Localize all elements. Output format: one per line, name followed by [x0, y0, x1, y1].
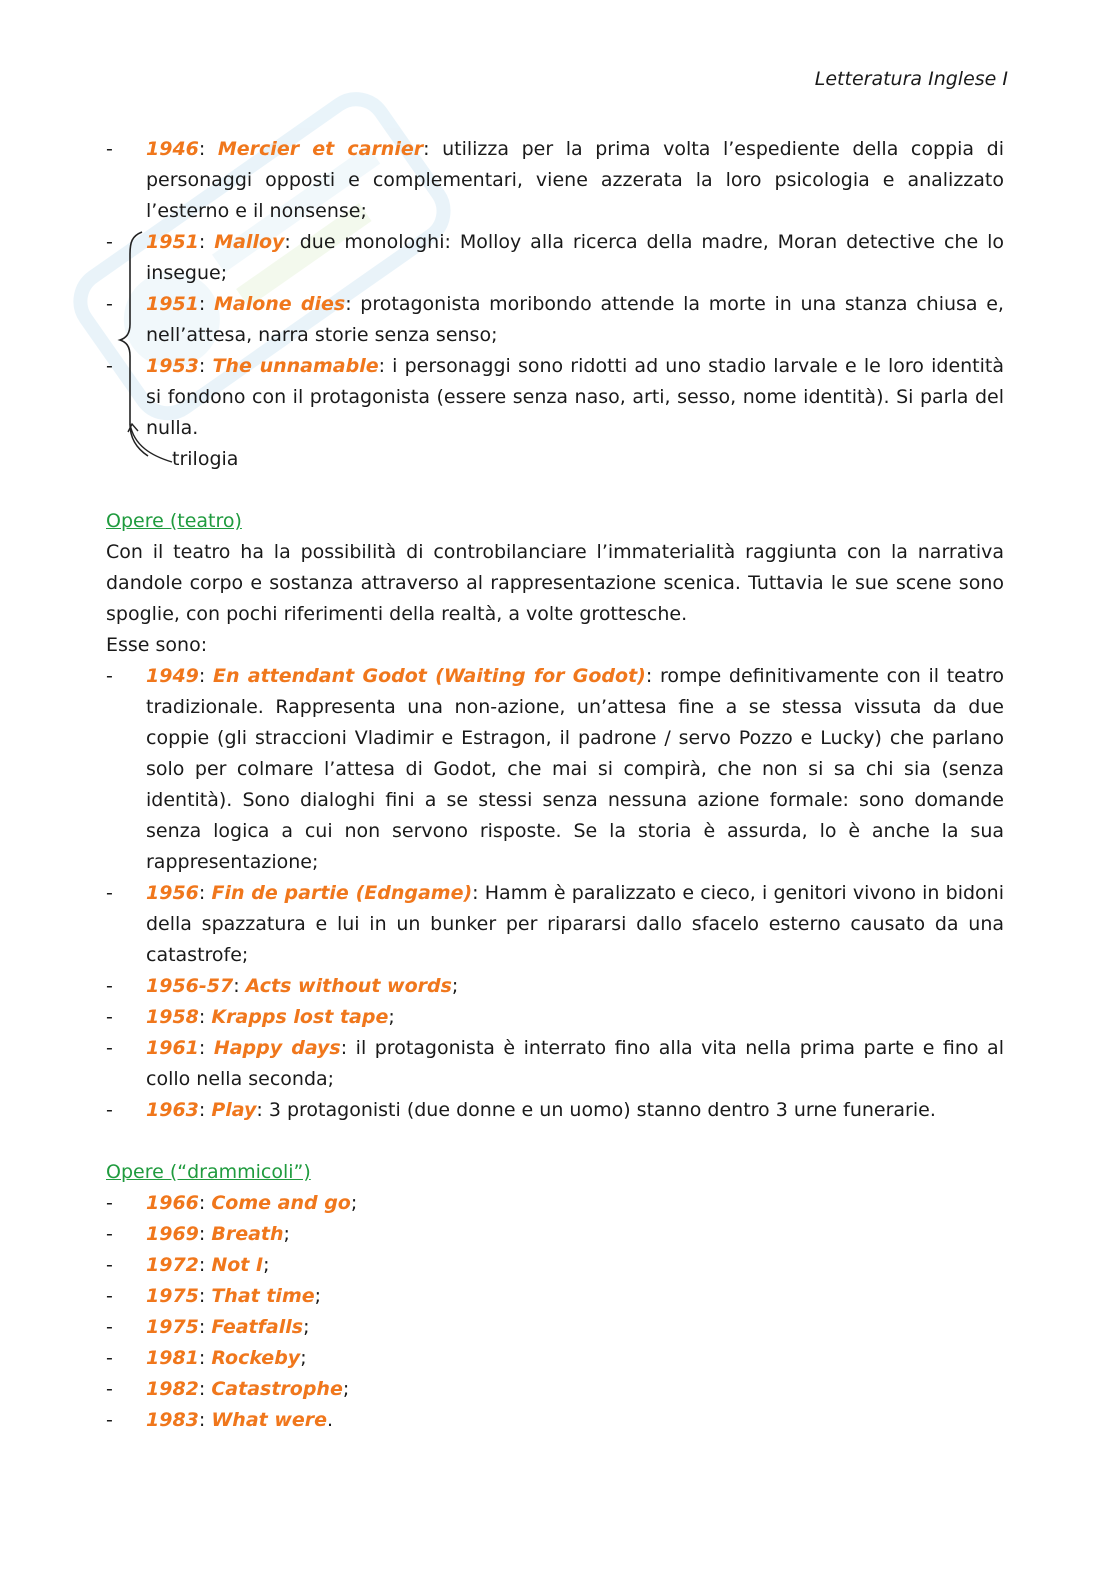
list-item: - 1975: Featfalls; — [106, 1316, 310, 1338]
list-item: - 1949: En attendant Godot (Waiting for Godot): rompe definitivamente con il teatro tradizionale. Rappresenta una non-azione, un’attesa fine a se stessa vissuta da due coppie (gli straccioni Vladimir e Estragon, il padrone / servo Pozzo e Lucky) che parlano solo per colmare l’attesa di Godot, che mai si compirà, che non si sa chi sia (senza identità). Sono dialoghi fini a se stessi senza nessuna azione formale: sono domande senza logica a cui non servono risposte. Se la storia è assurda, lo è anche la sua rappresentazione; — [106, 665, 1004, 873]
trilogy-label: trilogia — [172, 448, 239, 470]
item-year: 1958 — [146, 1006, 199, 1028]
list-item: - 1981: Rockeby; — [106, 1347, 307, 1369]
short-plays-list — [106, 1188, 1004, 1436]
item-title: Rockeby — [211, 1347, 301, 1369]
theatre-lead: Esse sono: — [106, 634, 208, 656]
item-year: 1966 — [146, 1192, 199, 1214]
list-item: - 1972: Not I; — [106, 1254, 270, 1276]
item-text: ; — [350, 1192, 358, 1214]
list-item: - 1951: Malloy: due monologhi: Molloy alla ricerca della madre, Moran detective che lo insegue; — [106, 231, 1004, 284]
item-year: 1975 — [146, 1285, 199, 1307]
item-text: : il protagonista è interrato fino alla vita nella prima parte e fino al collo nella seconda; — [146, 1037, 1004, 1090]
list-item: - 1956-57: Acts without words; — [106, 975, 459, 997]
item-text: ; — [451, 975, 459, 997]
list-item: - 1946: Mercier et carnier: utilizza per la prima volta l’espediente della coppia di personaggi opposti e complementari, viene azzerata la loro psicologia e analizzato l’esterno e il nonsense; — [106, 138, 1004, 222]
item-year: 1951 — [146, 231, 199, 253]
item-year: 1956 — [146, 882, 199, 904]
list-item: - 1982: Catastrophe; — [106, 1378, 350, 1400]
item-title: Krapps lost tape — [211, 1006, 389, 1028]
item-text: ; — [283, 1223, 290, 1245]
list-item: - 1969: Breath; — [106, 1223, 290, 1245]
item-text: ; — [303, 1316, 310, 1338]
item-text: : 3 protagonisti (due donne e un uomo) stanno dentro 3 urne funerarie. — [256, 1099, 936, 1121]
item-text: : i personaggi sono ridotti ad uno stadio larvale e le loro identità si fondono con il protagonista (essere senza naso, arti, sesso, nome identità). Si parla del nulla. — [146, 355, 1004, 439]
item-text: : rompe definitivamente con il teatro tradizionale. Rappresenta una non-azione, un’attesa fine a se stessa vissuta da due coppie (gli straccioni Vladimir e Estragon, il padrone / servo Pozzo e Lucky) che parlano solo per colmare l’attesa di Godot, che mai si compirà, che non si sa chi sia (senza identità). Sono dialoghi fini a se stessi senza nessuna azione formale: sono domande senza logica a cui non servono risposte. Se la storia è assurda, lo è anche la sua rappresentazione; — [146, 665, 1004, 873]
item-title: Play — [211, 1099, 257, 1121]
item-text: ; — [342, 1378, 350, 1400]
item-year: 1981 — [146, 1347, 199, 1369]
item-title: Featfalls — [211, 1316, 304, 1338]
item-text: . — [327, 1409, 334, 1431]
item-title: Malloy — [214, 231, 285, 253]
list-item: - 1961: Happy days: il protagonista è interrato fino alla vita nella prima parte e fino al collo nella seconda; — [106, 1037, 1004, 1090]
narrative-list — [106, 134, 1004, 475]
item-title: Happy days — [213, 1037, 341, 1059]
item-text: : protagonista moribondo attende la morte in una stanza chiusa e, nell’attesa, narra storie senza senso; — [146, 293, 1004, 346]
item-year: 1983 — [146, 1409, 199, 1431]
list-item: - 1966: Come and go; — [106, 1192, 358, 1214]
item-text: ; — [388, 1006, 395, 1028]
item-title: Come and go — [211, 1192, 351, 1214]
item-title: That time — [211, 1285, 315, 1307]
item-title: En attendant Godot (Waiting for Godot) — [213, 665, 646, 687]
item-year: 1975 — [146, 1316, 199, 1338]
list-item: - 1963: Play: 3 protagonisti (due donne e un uomo) stanno dentro 3 urne funerarie. — [106, 1099, 936, 1121]
item-title: Fin de partie (Edngame) — [211, 882, 473, 904]
item-year: 1961 — [146, 1037, 199, 1059]
list-item: - 1953: The unnamable: i personaggi sono ridotti ad uno stadio larvale e le loro identità si fondono con il protagonista (essere senza naso, arti, sesso, nome identità). Si parla del nulla. — [106, 355, 1004, 439]
item-title: Not I — [211, 1254, 264, 1276]
item-title: Malone dies — [213, 293, 346, 315]
item-title: Mercier et carnier — [217, 138, 424, 160]
theatre-intro: Con il teatro ha la possibilità di controbilanciare l’immaterialità raggiunta con la narrativa dandole corpo e sostanza attraverso al rappresentazione scenica. Tuttavia le sue scene sono spoglie, con pochi riferimenti della realtà, a volte grottesche. — [106, 541, 1004, 625]
page-header: Letteratura Inglese I — [814, 68, 1008, 90]
theatre-list — [106, 661, 1004, 1126]
item-year: 1946 — [146, 138, 199, 160]
item-text: : utilizza per la prima volta l’espediente della coppia di personaggi opposti e complementari, viene azzerata la loro psicologia e analizzato l’esterno e il nonsense; — [146, 138, 1004, 222]
item-text: ; — [263, 1254, 270, 1276]
item-text: ; — [300, 1347, 307, 1369]
item-year: 1972 — [146, 1254, 199, 1276]
section-heading-short-plays: Opere (“drammicoli”) — [106, 1161, 311, 1183]
list-item: - 1958: Krapps lost tape; — [106, 1006, 395, 1028]
list-item: - 1956: Fin de partie (Edngame): Hamm è paralizzato e cieco, i genitori vivono in bidoni della spazzatura e lui in un bunker per ripararsi dallo sfacelo esterno causato da una catastrofe; — [106, 882, 1004, 966]
item-text: : Hamm è paralizzato e cieco, i genitori vivono in bidoni della spazzatura e lui in un bunker per ripararsi dallo sfacelo esterno causato da una catastrofe; — [146, 882, 1004, 966]
item-year: 1953 — [146, 355, 199, 377]
item-year: 1951 — [146, 293, 199, 315]
item-text: ; — [314, 1285, 322, 1307]
item-title: The unnamable — [212, 355, 379, 377]
item-title: Catastrophe — [211, 1378, 343, 1400]
item-year: 1982 — [146, 1378, 199, 1400]
item-text: : due monologhi: Molloy alla ricerca della madre, Moran detective che lo insegue; — [146, 231, 1004, 284]
item-year: 1949 — [146, 665, 199, 687]
item-year: 1956-57 — [146, 975, 234, 997]
item-year: 1963 — [146, 1099, 199, 1121]
item-title: What were — [211, 1409, 328, 1431]
list-item: - 1951: Malone dies: protagonista moribondo attende la morte in una stanza chiusa e, nell’attesa, narra storie senza senso; — [106, 293, 1004, 346]
list-item: - 1983: What were. — [106, 1409, 334, 1431]
list-item: - 1975: That time; — [106, 1285, 322, 1307]
document-body — [106, 134, 1004, 1436]
item-year: 1969 — [146, 1223, 199, 1245]
section-heading-theatre: Opere (teatro) — [106, 510, 242, 532]
item-title: Breath — [211, 1223, 284, 1245]
item-title: Acts without words — [245, 975, 452, 997]
